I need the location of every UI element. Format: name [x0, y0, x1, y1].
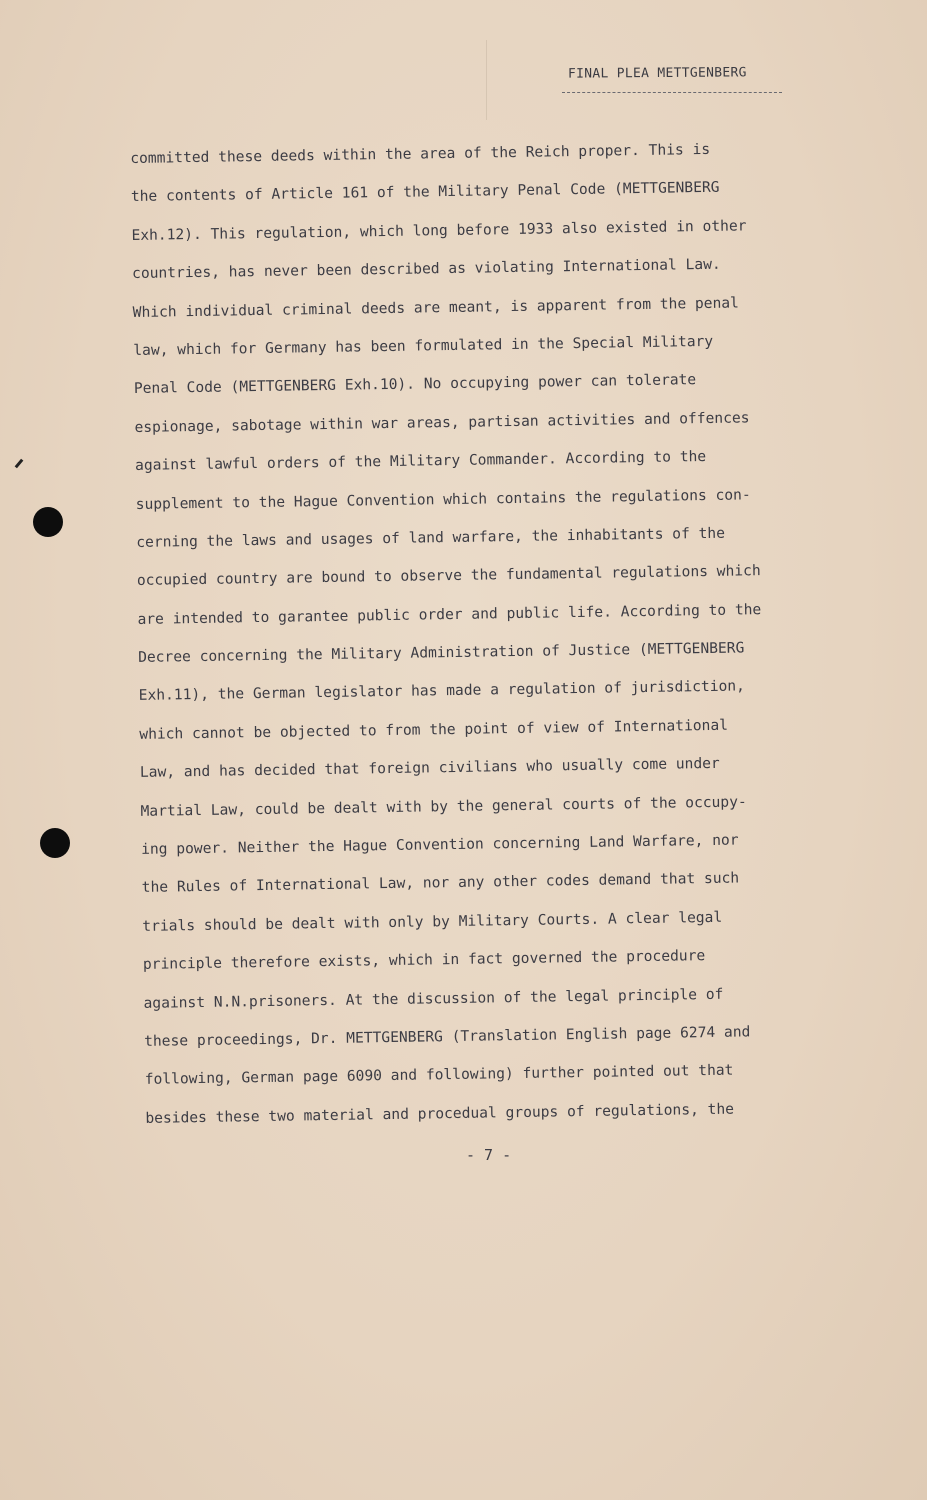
text-line: espionage, sabotage within war areas, partisan activities and offences [134, 409, 750, 436]
text-line: besides these two material and procedual groups of regulations, the [145, 1100, 735, 1127]
text-line: which cannot be objected to from the point of view of International [139, 716, 729, 743]
text-line: ing power. Neither the Hague Convention concerning Land Warfare, nor [141, 831, 739, 858]
text-line: Law, and has decided that foreign civilians who usually come under [139, 755, 720, 782]
text-line: Exh.12). This regulation, which long before 1933 also existed in other [131, 217, 747, 244]
text-line: principle therefore exists, which in fact governed the procedure [142, 947, 706, 974]
text-line: Martial Law, could be dealt with by the general courts of the occupy- [140, 793, 747, 820]
text-line: against N.N.prisoners. At the discussion of the legal principle of [143, 985, 724, 1012]
text-line: the contents of Article 161 of the Military Penal Code (METTGENBERG [130, 179, 720, 206]
text-line: Which individual criminal deeds are meant, is apparent from the penal [132, 294, 740, 321]
text-line: law, which for Germany has been formulated in the Special Military [133, 332, 714, 359]
page-number: - 7 - [466, 1146, 512, 1164]
text-line: the Rules of International Law, nor any other codes demand that such [141, 869, 740, 897]
text-line: Exh.11), the German legislator has made a regulation of jurisdiction, [138, 677, 746, 705]
text-line: against lawful orders of the Military Commander. According to the [134, 448, 707, 475]
text-line: committed these deeds within the area of the Reich proper. This is [130, 140, 711, 167]
text-line: trials should be dealt with only by Military Courts. A clear legal [142, 908, 723, 935]
body-text [130, 129, 866, 1138]
fold-line [486, 40, 487, 120]
text-line: Decree concerning the Military Administration of Justice (METTGENBERG [137, 639, 745, 667]
punch-hole [33, 507, 63, 537]
text-line: following, German page 6090 and following) further pointed out that [144, 1062, 734, 1089]
margin-mark [15, 459, 24, 469]
text-line: cerning the laws and usages of land warfare, the inhabitants of the [136, 524, 726, 551]
text-line: supplement to the Hague Convention which contains the regulations con- [135, 485, 751, 513]
text-line: occupied country are bound to observe the fundamental regulations which [136, 562, 761, 590]
text-line: are intended to garantee public order and public life. According to the [137, 600, 762, 628]
header-underline [562, 92, 782, 93]
text-line: countries, has never been described as violating International Law. [131, 255, 721, 283]
page-header: FINAL PLEA METTGENBERG [567, 65, 747, 82]
text-line: these proceedings, Dr. METTGENBERG (Translation English page 6274 and [144, 1023, 751, 1050]
text-line: Penal Code (METTGENBERG Exh.10). No occupying power can tolerate [133, 371, 697, 398]
punch-hole [40, 828, 70, 858]
